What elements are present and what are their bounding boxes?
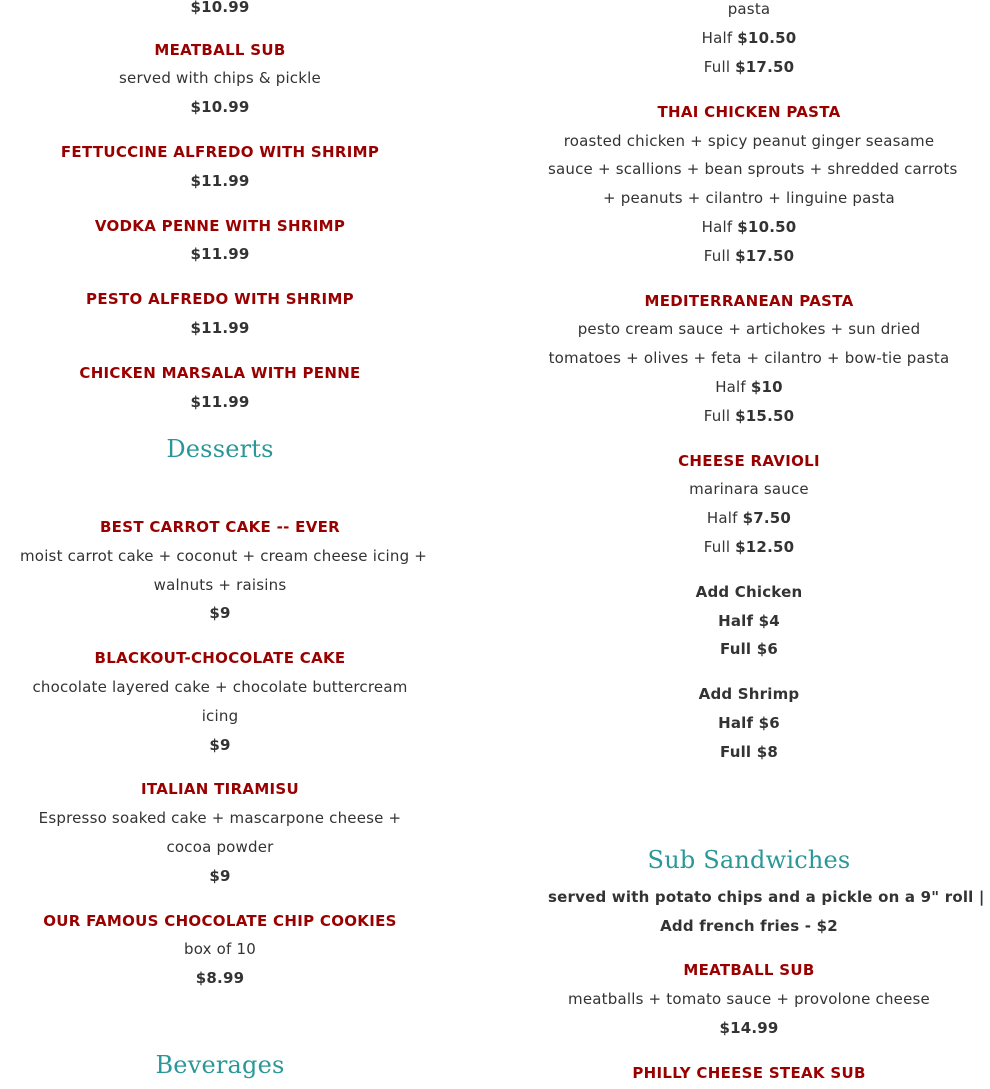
size-price-line	[548, 373, 950, 402]
item-price-9: $9	[209, 866, 231, 885]
section-heading-sub-sandwiches: Sub Sandwiches	[647, 846, 851, 874]
note-text-full-6: Full $6	[720, 639, 778, 658]
item-description-cocoa-powder: cocoa powder	[166, 837, 274, 856]
size-label: Half	[706, 508, 743, 527]
size-price-line	[548, 213, 950, 242]
size-price-line	[548, 402, 950, 431]
size-label: Full	[703, 537, 736, 556]
note-text-full-8: Full $8	[720, 742, 778, 761]
item-description-box-of-10: box of 10	[184, 939, 256, 958]
size-label: Full	[703, 246, 736, 265]
size-label: Half	[701, 28, 738, 47]
item-name-philly-cheese-steak-sub: PHILLY CHEESE STEAK SUB	[632, 1063, 866, 1082]
size-price-line	[548, 533, 950, 562]
item-description-meatballs-tomato-sauce-provolone-cheese: meatballs + tomato sauce + provolone cheese	[568, 989, 930, 1008]
item-price-11-99: $11.99	[190, 171, 250, 190]
item-name-pesto-alfredo-with-shrimp: PESTO ALFREDO WITH SHRIMP	[86, 289, 354, 308]
item-name-italian-tiramisu: ITALIAN TIRAMISU	[140, 779, 300, 798]
size-price-line	[548, 504, 950, 533]
item-name-thai-chicken-pasta: THAI CHICKEN PASTA	[657, 102, 841, 121]
section-heading-beverages: Beverages	[155, 1051, 285, 1079]
item-description-tomatoes-olives-feta-cilantro-bow-tie-pa: tomatoes + olives + feta + cilantro + bow-tie pasta	[548, 348, 950, 367]
item-description-moist-carrot-cake-coconut-cream-cheese-i: moist carrot cake + coconut + cream cheese icing +	[20, 546, 428, 565]
item-description-pesto-cream-sauce-artichokes-sun-dried: pesto cream sauce + artichokes + sun dried	[577, 319, 921, 338]
item-price-11-99: $11.99	[190, 244, 250, 263]
size-price: $10.50	[737, 217, 797, 236]
item-description-peanuts-cilantro-linguine-pasta: + peanuts + cilantro + linguine pasta	[603, 188, 895, 207]
item-description-chocolate-layered-cake-chocolate-butterc: chocolate layered cake + chocolate buttercream	[32, 677, 408, 696]
size-price-line	[548, 24, 950, 53]
size-price: $17.50	[735, 246, 795, 265]
item-price-10-99: $10.99	[190, 97, 250, 116]
item-name-cheese-ravioli: CHEESE RAVIOLI	[678, 451, 820, 470]
note-text-add-french-fries-2: Add french fries - $2	[660, 916, 838, 935]
item-price-11-99: $11.99	[190, 392, 250, 411]
size-price: $10	[750, 377, 783, 396]
item-name-fettuccine-alfredo-with-shrimp: FETTUCCINE ALFREDO WITH SHRIMP	[60, 142, 380, 161]
size-label: Half	[715, 377, 751, 396]
item-name-mediterranean-pasta: MEDITERRANEAN PASTA	[644, 291, 854, 310]
item-description-sauce-scallions-bean-sprouts-shredded-ca: sauce + scallions + bean sprouts + shredded carrots	[548, 159, 958, 178]
size-price: $12.50	[735, 537, 795, 556]
size-price: $15.50	[735, 406, 795, 425]
item-name-meatball-sub: MEATBALL SUB	[683, 960, 815, 979]
item-name-chicken-marsala-with-penne: CHICKEN MARSALA WITH PENNE	[79, 363, 361, 382]
item-name-meatball-sub: MEATBALL SUB	[154, 40, 286, 59]
size-price: $7.50	[742, 508, 792, 527]
size-label: Full	[703, 406, 736, 425]
note-text-add-chicken: Add Chicken	[695, 582, 803, 601]
size-price-line	[548, 242, 950, 271]
item-price-10-99: $10.99	[190, 0, 250, 16]
note-text-half-6: Half $6	[718, 713, 780, 732]
item-name-blackout-chocolate-cake: BLACKOUT-CHOCOLATE CAKE	[94, 648, 346, 667]
item-price-14-99: $14.99	[719, 1018, 779, 1037]
note-text-half-4: Half $4	[718, 611, 780, 630]
size-label: Half	[701, 217, 738, 236]
item-name-our-famous-chocolate-chip-cookies: OUR FAMOUS CHOCOLATE CHIP COOKIES	[43, 911, 397, 930]
item-description-icing: icing	[201, 706, 239, 725]
note-text-add-shrimp: Add Shrimp	[698, 684, 800, 703]
size-price-line	[548, 53, 950, 82]
item-description-roasted-chicken-spicy-peanut-ginger-seas: roasted chicken + spicy peanut ginger seasame	[563, 131, 935, 150]
item-price-11-99: $11.99	[190, 318, 250, 337]
item-description-pasta: pasta	[727, 0, 771, 18]
item-description-marinara-sauce: marinara sauce	[689, 479, 809, 498]
size-price: $17.50	[735, 57, 795, 76]
size-price: $10.50	[737, 28, 797, 47]
section-heading-desserts: Desserts	[166, 435, 274, 463]
note-text-served-with-potato-chips-and-a-pickle-on: served with potato chips and a pickle on a 9" roll |	[548, 887, 985, 906]
size-label: Full	[703, 57, 736, 76]
item-price-9: $9	[209, 603, 231, 622]
item-description-served-with-chips-pickle: served with chips & pickle	[119, 68, 321, 87]
item-name-best-carrot-cake-ever: BEST CARROT CAKE -- EVER	[99, 517, 341, 536]
item-price-9: $9	[209, 735, 231, 754]
item-name-vodka-penne-with-shrimp: VODKA PENNE WITH SHRIMP	[94, 216, 346, 235]
item-description-walnuts-raisins: walnuts + raisins	[153, 575, 287, 594]
item-price-8-99: $8.99	[195, 968, 245, 987]
item-description-espresso-soaked-cake-mascarpone-cheese: Espresso soaked cake + mascarpone cheese +	[38, 808, 402, 827]
